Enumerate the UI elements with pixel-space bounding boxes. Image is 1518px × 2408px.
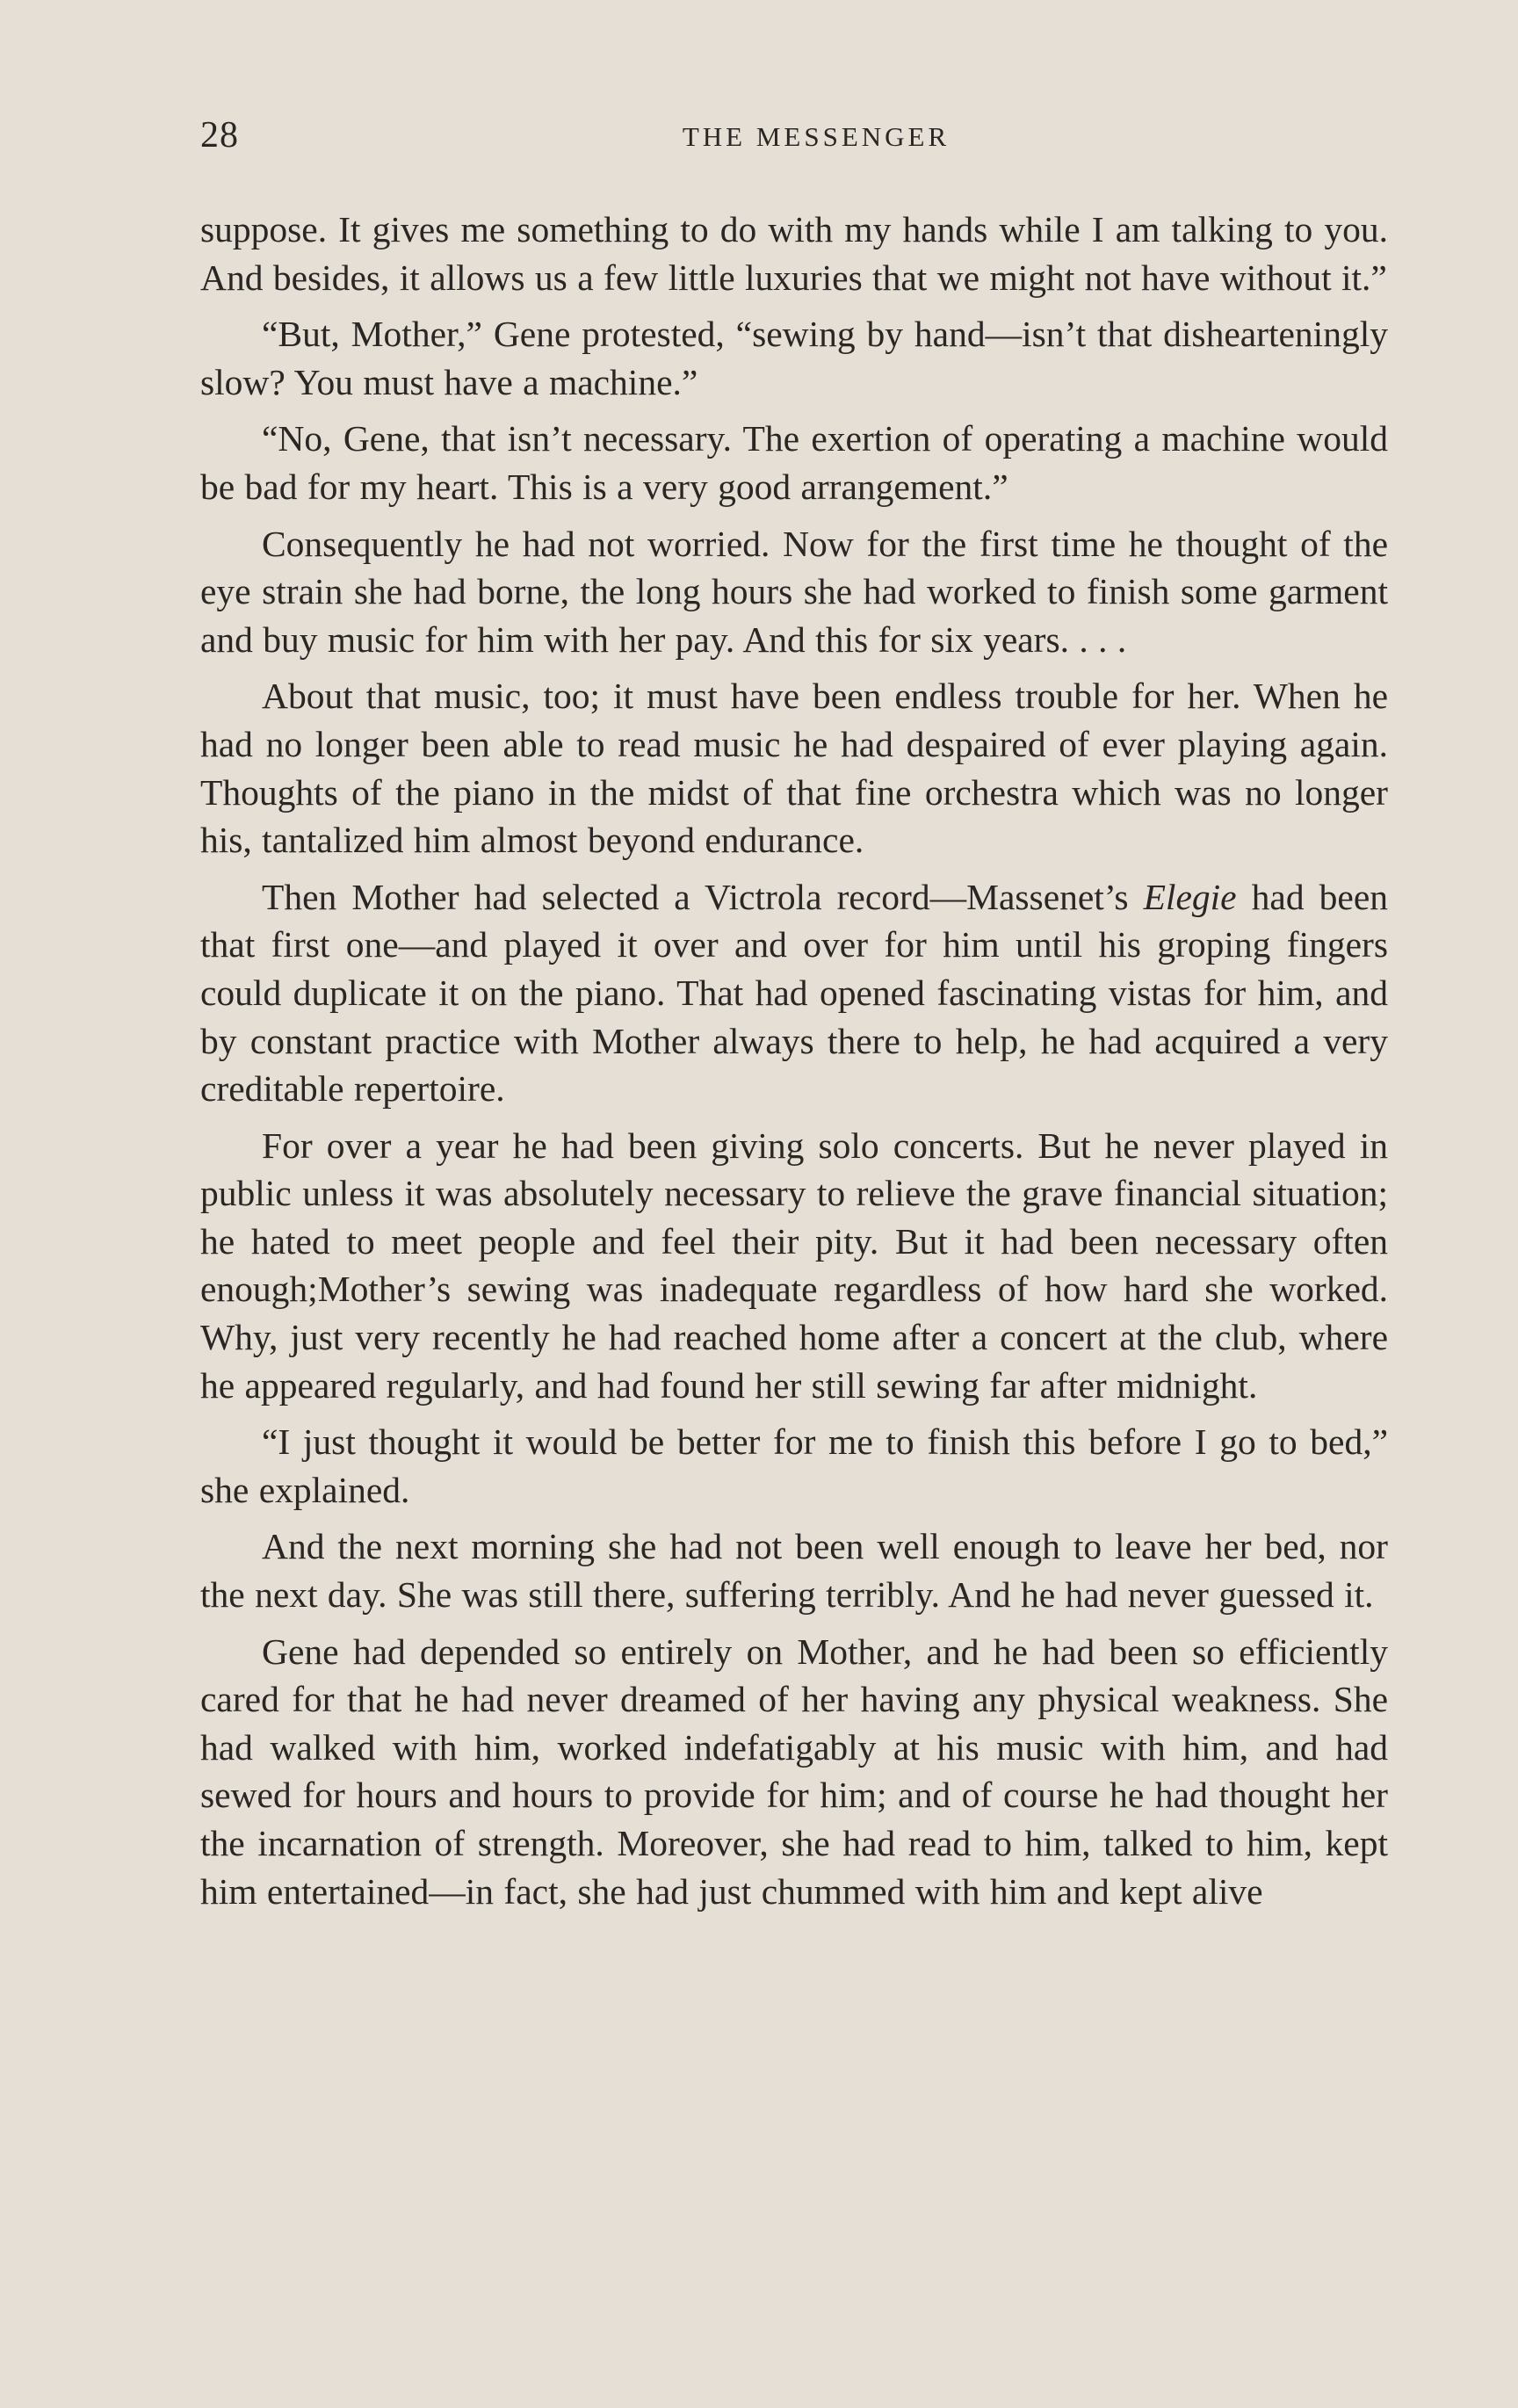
paragraph: “No, Gene, that isn’t necessary. The exertion of operating a machine would be bad for my heart. This is a very good arrangement.”	[200, 418, 1388, 507]
body-text	[200, 206, 1388, 1924]
paragraph: Consequently he had not worried. Now for the first time he thought of the eye strain she had borne, the long hours she had worked to finish some garment and buy music for him with her pay. And this for six years. . . .	[200, 523, 1388, 660]
paragraph: About that music, too; it must have been endless trouble for her. When he had no longer been able to read music he had despaired of ever playing again. Thoughts of the piano in the midst of that fine orchestra which was no longer his, tantalized him almost beyond endurance.	[200, 676, 1388, 861]
paragraph: suppose. It gives me something to do with my hands while I am talking to you. And besides, it allows us a few little luxuries that we might not have without it.”	[200, 209, 1388, 298]
paragraph: For over a year he had been giving solo concerts. But he never played in public unless it was absolutely necessary to relieve the grave financial situation; he hated to meet people and feel their pity. But it had been necessary often enough;Mother’s sewing was inadequate regardless of how hard she worked. Why, just very recently he had reached home after a concert at the club, where he appeared regularly, and had found her still sewing far after midnight.	[200, 1124, 1388, 1406]
paragraph-text: Then Mother had selected a Victrola record—Massenet’s	[262, 876, 1144, 917]
paragraph: “I just thought it would be better for me to finish this before I go to bed,” she explained.	[200, 1421, 1388, 1510]
paragraph: And the next morning she had not been well enough to leave her bed, nor the next day. She was still there, suffering terribly. And he had never guessed it.	[200, 1526, 1388, 1616]
paragraph: Gene had depended so entirely on Mother, and he had been so efficiently cared for that he had never dreamed of her having any physical weakness. She had walked with him, worked indefatigably at his music with him, and had sewed for hours and hours to provide for him; and of course he had thought her the incarnation of strength. Moreover, she had read to him, talked to him, kept him entertained—in fact, she had just chummed with him and kept alive	[200, 1631, 1388, 1912]
page-number: 28	[200, 115, 239, 155]
paragraph-text: had been that first one—and played it over and over for him until his groping fingers could duplicate it on the piano. That had opened fascinating vistas for him, and by constant practice with Mother always there to help, he had acquired a very creditable repertoire.	[200, 876, 1388, 1110]
record-title: Elegie	[1143, 876, 1237, 917]
running-title: THE MESSENGER	[682, 121, 951, 152]
paragraph: “But, Mother,” Gene protested, “sewing by hand—isn’t that dishearteningly slow? You must have a machine.”	[200, 314, 1388, 402]
page-header	[200, 104, 1388, 165]
paragraph	[200, 873, 1388, 1113]
